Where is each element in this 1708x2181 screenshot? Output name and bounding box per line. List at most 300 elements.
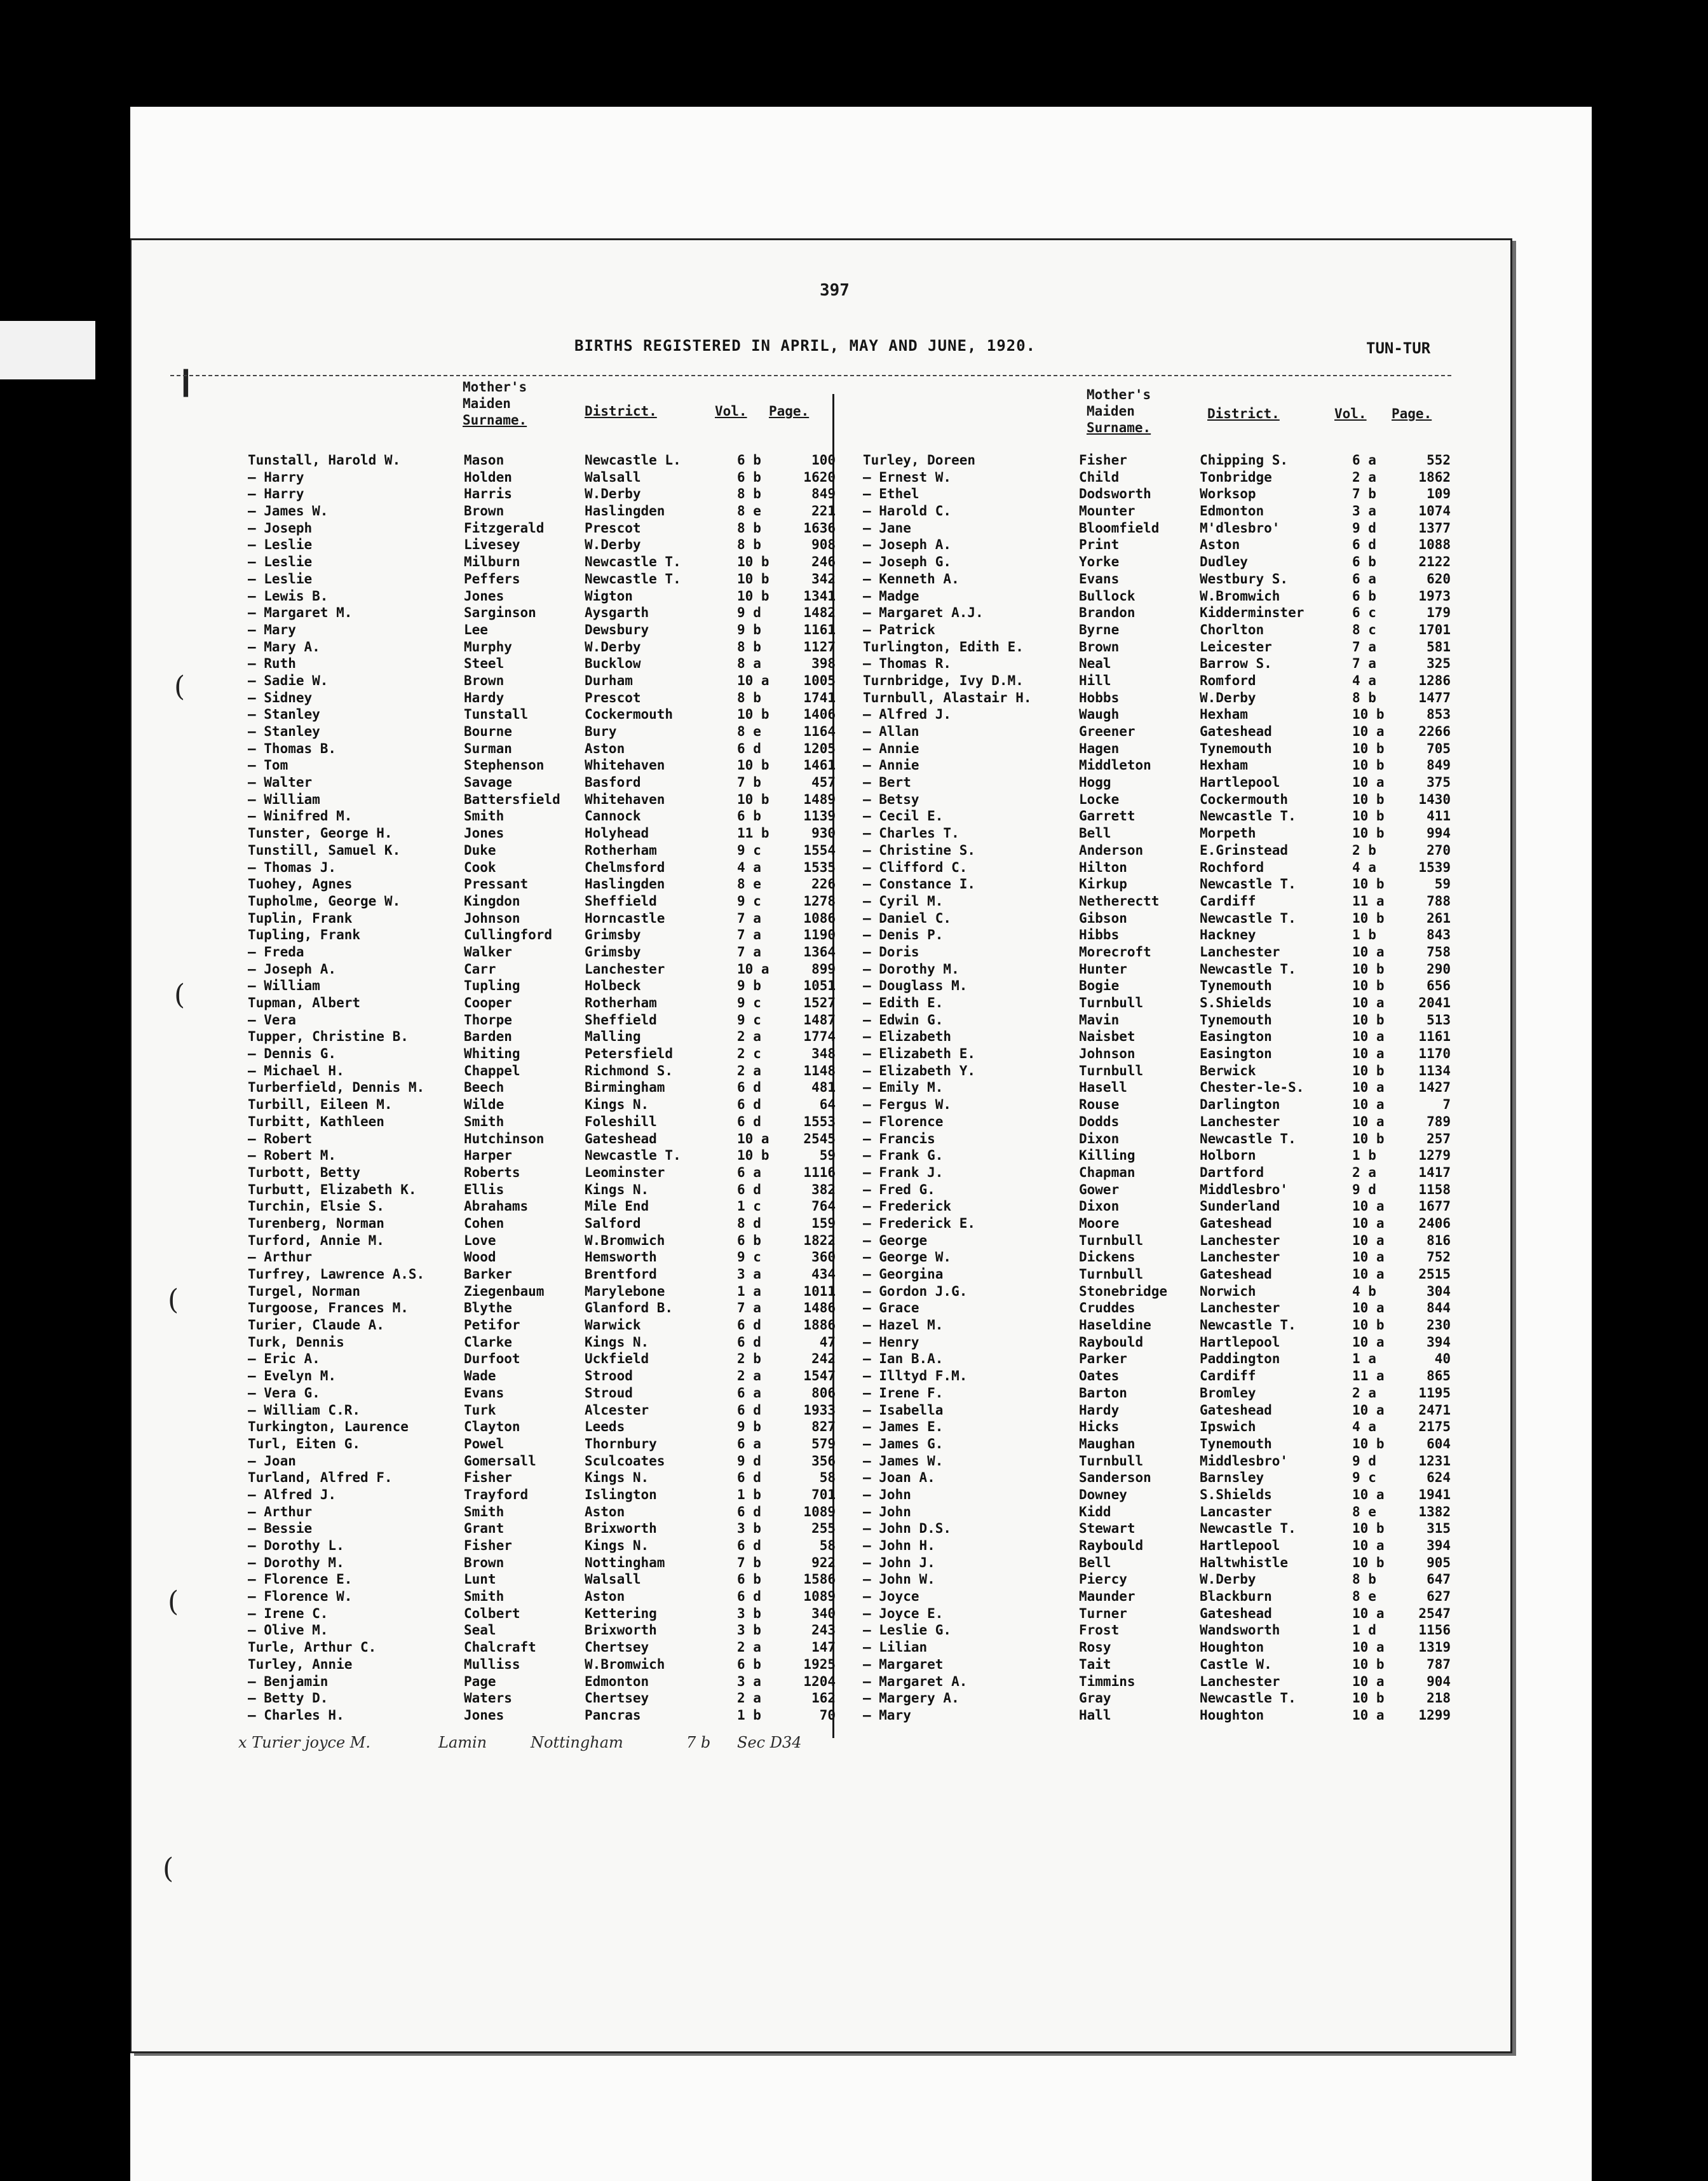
volume: 2 c	[737, 1046, 761, 1062]
registration-district: Durham	[585, 672, 633, 688]
volume: 2 a	[737, 1368, 761, 1384]
child-name: — Florence E.	[248, 1572, 353, 1587]
volume: 10 a	[1352, 1232, 1385, 1248]
mother-maiden-name: Wade	[464, 1368, 496, 1384]
volume: 10 b	[1352, 758, 1385, 773]
volume: 10 a	[1352, 1640, 1385, 1655]
mother-maiden-name: Rouse	[1079, 1097, 1120, 1113]
volume: 6 d	[737, 1470, 761, 1486]
mother-maiden-name: Jones	[464, 588, 505, 604]
child-name: — Cecil E.	[863, 808, 944, 824]
registration-district: Newcastle T.	[1200, 961, 1296, 977]
mother-maiden-name: Walker	[464, 944, 512, 960]
registration-district: Bucklow	[585, 656, 641, 672]
child-name: — Arthur	[248, 1504, 313, 1519]
child-name: — Doris	[863, 944, 919, 960]
registration-district: Stroud	[585, 1385, 633, 1401]
volume: 8 b	[737, 486, 761, 502]
page-ref: 342	[811, 571, 836, 587]
child-name: — Dorothy L.	[248, 1538, 344, 1553]
page-ref: 1231	[1418, 1453, 1451, 1469]
volume: 2 a	[1352, 469, 1376, 485]
child-name: — Allan	[863, 724, 919, 739]
child-name: — Lewis B.	[248, 588, 329, 604]
child-name: — Annie	[863, 740, 919, 756]
page-ref: 1430	[1418, 791, 1451, 807]
page-ref: 1341	[803, 588, 836, 604]
child-name: — Winifred M.	[248, 808, 353, 824]
child-name: — Irene F.	[863, 1385, 944, 1401]
mother-maiden-name: Duke	[464, 842, 496, 858]
registration-district: Barnsley	[1200, 1470, 1264, 1486]
mother-maiden-name: Tunstall	[464, 707, 529, 723]
registration-district: Gateshead	[1200, 724, 1272, 739]
registration-district: Morpeth	[1200, 826, 1256, 841]
volume: 10 a	[1352, 1249, 1385, 1265]
child-name: — Betty D.	[248, 1690, 329, 1706]
child-name: — Thomas J.	[248, 859, 337, 875]
page-ref: 1195	[1418, 1385, 1451, 1401]
child-name: Tupper, Christine B.	[248, 1029, 409, 1045]
mother-maiden-name: Wood	[464, 1249, 496, 1265]
mother-maiden-name: Livesey	[464, 537, 520, 553]
volume: 10 a	[1352, 775, 1385, 791]
child-name: Turley, Doreen	[863, 452, 976, 468]
registration-district: W.Derby	[1200, 1572, 1256, 1587]
volume: 10 a	[1352, 1080, 1385, 1096]
registration-district: Brixworth	[585, 1521, 657, 1537]
page-ref: 230	[1427, 1317, 1451, 1333]
page-ref: 221	[811, 503, 836, 519]
child-name: — Charles H.	[248, 1707, 344, 1723]
mother-maiden-name: Morecroft	[1079, 944, 1151, 960]
registration-district: Castle W.	[1200, 1656, 1272, 1672]
mother-maiden-name: Maunder	[1079, 1589, 1135, 1605]
mother-maiden-name: Abrahams	[464, 1199, 529, 1214]
registration-district: Easington	[1200, 1046, 1272, 1062]
volume: 9 b	[737, 1419, 761, 1435]
page-ref: 179	[1427, 605, 1451, 621]
page-ref: 1636	[803, 520, 836, 536]
mother-maiden-name: Peffers	[464, 571, 520, 587]
registration-district: Chertsey	[585, 1640, 649, 1655]
child-name: — William	[248, 791, 320, 807]
mother-maiden-name: Moore	[1079, 1215, 1120, 1231]
registration-district: Glanford B.	[585, 1300, 674, 1316]
page-ref: 360	[811, 1249, 836, 1265]
page-ref: 705	[1427, 740, 1451, 756]
volume: 3 a	[1352, 503, 1376, 519]
registration-district: Sculcoates	[585, 1453, 665, 1469]
mother-maiden-name: Cullingford	[464, 927, 553, 943]
registration-district: Chester-le-S.	[1200, 1080, 1305, 1096]
volume: 6 d	[1352, 537, 1376, 553]
mother-maiden-name: Battersfield	[464, 791, 560, 807]
registration-district: Foleshill	[585, 1113, 657, 1129]
registration-district: Blackburn	[1200, 1589, 1272, 1605]
volume: 10 a	[1352, 1673, 1385, 1689]
mother-maiden-name: Whiting	[464, 1046, 520, 1062]
page-ref: 849	[811, 486, 836, 502]
registration-district: Barrow S.	[1200, 656, 1272, 672]
registration-district: Newcastle T.	[1200, 1317, 1296, 1333]
volume: 11 b	[737, 826, 769, 841]
child-name: — William	[248, 978, 320, 994]
mother-maiden-name: Clayton	[464, 1419, 520, 1435]
child-name: — Stanley	[248, 724, 320, 739]
volume: 8 b	[737, 690, 761, 705]
volume: 10 b	[737, 707, 769, 723]
mother-maiden-name: Sarginson	[464, 605, 536, 621]
mother-maiden-name: Bloomfield	[1079, 520, 1160, 536]
child-name: — Elizabeth E.	[863, 1046, 976, 1062]
registration-district: Cockermouth	[585, 707, 674, 723]
child-name: — Clifford C.	[863, 859, 968, 875]
volume: 1 d	[1352, 1622, 1376, 1638]
mother-maiden-name: Kingdon	[464, 893, 520, 909]
page-ref: 844	[1427, 1300, 1451, 1316]
mother-maiden-name: Waugh	[1079, 707, 1120, 723]
page-ref: 552	[1427, 452, 1451, 468]
punch-hole-mark: (	[174, 979, 186, 1011]
mother-maiden-name: Dixon	[1079, 1199, 1120, 1214]
child-name: — Margaret	[863, 1656, 944, 1672]
page-ref: 1822	[803, 1232, 836, 1248]
registration-district: Whitehaven	[585, 791, 665, 807]
page-ref: 162	[811, 1690, 836, 1706]
volume: 2 a	[737, 1690, 761, 1706]
volume: 9 d	[1352, 520, 1376, 536]
registration-district: Nottingham	[585, 1554, 665, 1570]
child-name: — Madge	[863, 588, 919, 604]
child-name: — George	[863, 1232, 928, 1248]
page-ref: 1933	[803, 1402, 836, 1418]
page-ref: 64	[819, 1097, 836, 1113]
volume: 10 b	[1352, 876, 1385, 892]
page-ref: 457	[811, 775, 836, 791]
mother-maiden-name: Cook	[464, 859, 496, 875]
mother-maiden-name: Dickens	[1079, 1249, 1135, 1265]
child-name: Turbill, Eileen M.	[248, 1097, 393, 1113]
child-name: — Cyril M.	[863, 893, 944, 909]
mother-maiden-name: Powel	[464, 1436, 505, 1451]
page-ref: 1406	[803, 707, 836, 723]
mother-maiden-name: Murphy	[464, 639, 512, 655]
mother-maiden-name: Raybould	[1079, 1334, 1144, 1350]
volume: 6 a	[737, 1385, 761, 1401]
page-ref: 270	[1427, 842, 1451, 858]
child-name: Tunster, George H.	[248, 826, 393, 841]
volume: 8 a	[737, 656, 761, 672]
mother-maiden-name: Roberts	[464, 1164, 520, 1180]
page-ref: 1741	[803, 690, 836, 705]
page-ref: 2175	[1418, 1419, 1451, 1435]
mother-maiden-name: Hibbs	[1079, 927, 1120, 943]
registration-district: M'dlesbro'	[1200, 520, 1280, 536]
mother-maiden-name: Hall	[1079, 1707, 1111, 1723]
mother-maiden-name: Fisher	[464, 1470, 512, 1486]
registration-district: Gateshead	[1200, 1267, 1272, 1282]
registration-district: Lanchester	[1200, 1300, 1280, 1316]
child-name: — Margery A.	[863, 1690, 959, 1706]
page-ref: 257	[1427, 1131, 1451, 1146]
volume: 9 c	[737, 1249, 761, 1265]
volume: 3 b	[737, 1521, 761, 1537]
volume: 8 e	[1352, 1504, 1376, 1519]
volume: 3 a	[737, 1267, 761, 1282]
handwritten-ref: Sec D34	[737, 1734, 802, 1751]
page-ref: 109	[1427, 486, 1451, 502]
page-ref: 1620	[803, 469, 836, 485]
registration-district: Basford	[585, 775, 641, 791]
page-ref: 159	[811, 1215, 836, 1231]
child-name: Turenberg, Norman	[248, 1215, 384, 1231]
volume: 7 b	[737, 775, 761, 791]
page-ref: 1279	[1418, 1148, 1451, 1164]
registration-district: Islington	[585, 1486, 657, 1502]
child-name: Tunstill, Samuel K.	[248, 842, 401, 858]
page-ref: 1941	[1418, 1486, 1451, 1502]
page-ref: 1377	[1418, 520, 1451, 536]
child-name: — Grace	[863, 1300, 919, 1316]
registration-district: Prescot	[585, 690, 641, 705]
page-ref: 1862	[1418, 469, 1451, 485]
mother-maiden-name: Carr	[464, 961, 496, 977]
registration-district: Mile End	[585, 1199, 649, 1214]
page-ref: 1319	[1418, 1640, 1451, 1655]
volume: 10 a	[737, 961, 769, 977]
handwritten-name: x Turier joyce M.	[238, 1734, 371, 1751]
page-ref: 647	[1427, 1572, 1451, 1587]
volume: 10 b	[737, 588, 769, 604]
volume: 6 b	[737, 1232, 761, 1248]
registration-district: Cardiff	[1200, 893, 1256, 909]
child-name: Turford, Annie M.	[248, 1232, 384, 1248]
page-ref: 656	[1427, 978, 1451, 994]
child-name: — Freda	[248, 944, 304, 960]
child-name: — Joan A.	[863, 1470, 935, 1486]
volume: 7 a	[737, 910, 761, 926]
mother-maiden-name: Milburn	[464, 554, 520, 570]
registration-district: Tynemouth	[1200, 740, 1272, 756]
child-name: Turfrey, Lawrence A.S.	[248, 1267, 425, 1282]
child-name: Turley, Annie	[248, 1656, 353, 1672]
mother-maiden-name: Oates	[1079, 1368, 1120, 1384]
registration-district: S.Shields	[1200, 995, 1272, 1010]
registration-district: Prescot	[585, 520, 641, 536]
registration-district: Sheffield	[585, 893, 657, 909]
mother-maiden-name: Hardy	[464, 690, 505, 705]
registration-district: Strood	[585, 1368, 633, 1384]
child-name: Turbitt, Kathleen	[248, 1113, 384, 1129]
mother-maiden-name: Hogg	[1079, 775, 1111, 791]
mother-maiden-name: Dodsworth	[1079, 486, 1151, 502]
volume: 8 b	[737, 639, 761, 655]
registration-district: Haltwhistle	[1200, 1554, 1289, 1570]
volume: 2 a	[1352, 1385, 1376, 1401]
mother-maiden-name: Netherectt	[1079, 893, 1160, 909]
page-ref: 481	[811, 1080, 836, 1096]
volume: 1 b	[737, 1707, 761, 1723]
page-ref: 908	[811, 537, 836, 553]
registration-district: Tynemouth	[1200, 1436, 1272, 1451]
volume: 3 a	[737, 1673, 761, 1689]
volume: 1 b	[1352, 927, 1376, 943]
mother-maiden-name: Bell	[1079, 826, 1111, 841]
volume: 11 a	[1352, 893, 1385, 909]
volume: 10 b	[1352, 1063, 1385, 1078]
mother-maiden-name: Timmins	[1079, 1673, 1135, 1689]
child-name: Turgel, Norman	[248, 1283, 361, 1299]
vol-header: Vol.	[1334, 406, 1367, 421]
child-name: Turle, Arthur C.	[248, 1640, 377, 1655]
mother-maiden-name: Killing	[1079, 1148, 1135, 1164]
mother-maiden-name: Cruddes	[1079, 1300, 1135, 1316]
registration-district: Aston	[585, 740, 625, 756]
page-ref: 787	[1427, 1656, 1451, 1672]
volume: 6 d	[737, 740, 761, 756]
page-ref: 243	[811, 1622, 836, 1638]
registration-district: Walsall	[585, 469, 641, 485]
mother-maiden-name: Ellis	[464, 1181, 505, 1197]
page-ref: 226	[811, 876, 836, 892]
volume: 10 a	[1352, 995, 1385, 1010]
page-ref: 1005	[803, 672, 836, 688]
mother-maiden-name: Cohen	[464, 1215, 505, 1231]
page-ref: 290	[1427, 961, 1451, 977]
volume: 8 b	[737, 537, 761, 553]
mother-maiden-name: Haseldine	[1079, 1317, 1151, 1333]
registration-district: Chipping S.	[1200, 452, 1289, 468]
volume: 8 b	[737, 520, 761, 536]
page-ref: 994	[1427, 826, 1451, 841]
page-ref: 2515	[1418, 1267, 1451, 1282]
mother-maiden-name: Greener	[1079, 724, 1135, 739]
page-ref: 59	[819, 1148, 836, 1164]
mother-maiden-name: Chappel	[464, 1063, 520, 1078]
mother-maiden-name: Trayford	[464, 1486, 529, 1502]
registration-district: Cockermouth	[1200, 791, 1289, 807]
registration-district: Hackney	[1200, 927, 1256, 943]
page-ref: 1586	[803, 1572, 836, 1587]
child-name: — Leslie	[248, 537, 313, 553]
mother-maiden-name: Mulliss	[464, 1656, 520, 1672]
registration-district: Richmond S.	[585, 1063, 674, 1078]
volume: 10 b	[1352, 1656, 1385, 1672]
volume: 10 b	[1352, 1521, 1385, 1537]
volume: 10 a	[1352, 1029, 1385, 1045]
page-ref: 1051	[803, 978, 836, 994]
page-ref: 1553	[803, 1113, 836, 1129]
registration-district: Thornbury	[585, 1436, 657, 1451]
registration-district: Cardiff	[1200, 1368, 1256, 1384]
mother-maiden-name: Barden	[464, 1029, 512, 1045]
child-name: — Constance I.	[863, 876, 976, 892]
child-name: — John D.S.	[863, 1521, 952, 1537]
mother-maiden-name: Evans	[1079, 571, 1120, 587]
mother-maiden-name: Turk	[464, 1402, 496, 1418]
page-ref: 2471	[1418, 1402, 1451, 1418]
registration-district: W.Bromwich	[585, 1232, 665, 1248]
child-name: — Douglass M.	[863, 978, 968, 994]
page-ref: 1156	[1418, 1622, 1451, 1638]
volume: 1 a	[737, 1283, 761, 1299]
registration-district: Chertsey	[585, 1690, 649, 1706]
mother-maiden-name: Maughan	[1079, 1436, 1135, 1451]
volume: 10 a	[1352, 1046, 1385, 1062]
volume: 6 d	[737, 1113, 761, 1129]
page-ref: 2545	[803, 1131, 836, 1146]
child-name: — Dorothy M.	[863, 961, 959, 977]
child-name: — Hazel M.	[863, 1317, 944, 1333]
volume: 9 c	[737, 842, 761, 858]
registration-district: Leominster	[585, 1164, 665, 1180]
mother-maiden-name: Stonebridge	[1079, 1283, 1168, 1299]
child-name: — Leslie	[248, 571, 313, 587]
page-header: Page.	[769, 404, 810, 419]
page-ref: 579	[811, 1436, 836, 1451]
registration-district: Warwick	[585, 1317, 641, 1333]
page-ref: 627	[1427, 1589, 1451, 1605]
mother-maiden-name: Thorpe	[464, 1012, 512, 1028]
child-name: — Edwin G.	[863, 1012, 944, 1028]
mother-maiden-name: Child	[1079, 469, 1120, 485]
mother-maiden-name: Garrett	[1079, 808, 1135, 824]
child-name: — Florence W.	[248, 1589, 353, 1605]
registration-district: Kings N.	[585, 1538, 649, 1553]
page-ref: 827	[811, 1419, 836, 1435]
registration-district: Bromley	[1200, 1385, 1256, 1401]
page-ref: 304	[1427, 1283, 1451, 1299]
child-name: — Robert	[248, 1131, 313, 1146]
child-name: — Leslie	[248, 554, 313, 570]
page-ref: 1973	[1418, 588, 1451, 604]
child-name: — Alfred J.	[863, 707, 952, 723]
page-ref: 843	[1427, 927, 1451, 943]
volume: 6 d	[737, 1080, 761, 1096]
registration-district: Kings N.	[585, 1470, 649, 1486]
mother-maiden-name: Bourne	[464, 724, 512, 739]
child-name: — Margaret M.	[248, 605, 353, 621]
maiden-header: Mother's Maiden Surname.	[1087, 387, 1151, 435]
registration-district: Middlesbro'	[1200, 1453, 1289, 1469]
punch-hole-mark: ❙	[174, 365, 198, 397]
registration-district: Newcastle T.	[585, 1148, 681, 1164]
child-name: — Charles T.	[863, 826, 959, 841]
volume: 10 b	[1352, 978, 1385, 994]
volume: 10 b	[1352, 1012, 1385, 1028]
page-ref: 1134	[1418, 1063, 1451, 1078]
mother-maiden-name: Fisher	[1079, 452, 1127, 468]
registration-district: Whitehaven	[585, 758, 665, 773]
volume: 2 a	[1352, 1164, 1376, 1180]
registration-district: Ipswich	[1200, 1419, 1256, 1435]
volume: 9 c	[737, 995, 761, 1010]
mother-maiden-name: Smith	[464, 1113, 505, 1129]
page-ref: 1170	[1418, 1046, 1451, 1062]
page-ref: 1286	[1418, 672, 1451, 688]
registration-district: Brentford	[585, 1267, 657, 1282]
page-ref: 255	[811, 1521, 836, 1537]
mother-maiden-name: Anderson	[1079, 842, 1144, 858]
page-ref: 1547	[803, 1368, 836, 1384]
mother-maiden-name: Gibson	[1079, 910, 1127, 926]
mother-maiden-name: Ziegenbaum	[464, 1283, 545, 1299]
child-name: Turberfield, Dennis M.	[248, 1080, 425, 1096]
page-ref: 375	[1427, 775, 1451, 791]
volume: 6 b	[1352, 588, 1376, 604]
mother-maiden-name: Brown	[464, 672, 505, 688]
